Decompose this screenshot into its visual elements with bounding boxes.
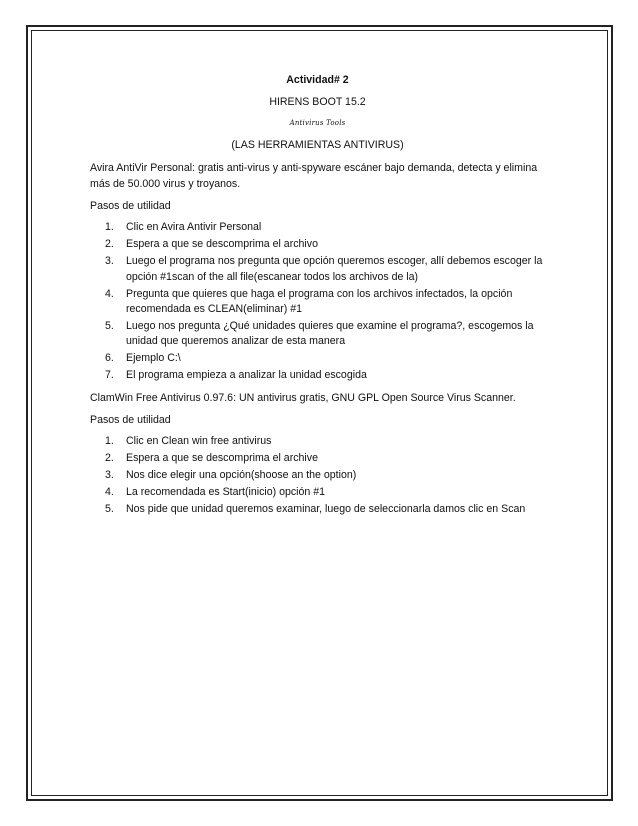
list-item bbox=[90, 254, 545, 285]
step-text: Nos pide que unidad queremos examinar, luego de seleccionarla damos clic en Scan bbox=[126, 502, 526, 515]
step-number: 5. bbox=[105, 319, 114, 332]
clamwin-steps-heading: Pasos de utilidad bbox=[90, 413, 171, 426]
step-number: 1. bbox=[105, 221, 114, 234]
list-item bbox=[90, 237, 545, 252]
step-number: 4. bbox=[105, 287, 114, 300]
clamwin-steps-list bbox=[90, 434, 545, 517]
document-subtitle: HIRENS BOOT 15.2 bbox=[269, 96, 366, 109]
list-item bbox=[90, 502, 545, 517]
list-item bbox=[90, 368, 545, 383]
list-item bbox=[90, 319, 545, 350]
list-item bbox=[90, 287, 545, 318]
step-text: Nos dice elegir una opción(shoose an the option) bbox=[126, 469, 357, 482]
list-item bbox=[90, 451, 545, 466]
step-number: 4. bbox=[105, 486, 114, 499]
step-text: Clic en Clean win free antivirus bbox=[126, 435, 272, 448]
step-text: Clic en Avira Antivir Personal bbox=[126, 221, 262, 234]
step-number: 2. bbox=[105, 238, 114, 251]
avira-steps-heading: Pasos de utilidad bbox=[90, 200, 171, 213]
step-text: Ejemplo C:\ bbox=[126, 352, 181, 365]
section-caption: (LAS HERRAMIENTAS ANTIVIRUS) bbox=[231, 138, 404, 151]
list-item bbox=[90, 434, 545, 449]
step-text: Luego nos pregunta ¿Qué unidades quieres que examine el programa?, escogemos la unidad que queremos analizar de esta manera bbox=[126, 319, 534, 348]
step-text: Luego el programa nos pregunta que opción queremos escoger, allí debemos escoger la opción #1scan of the all file(escanear todos los archivos de la) bbox=[126, 255, 543, 283]
step-text: Pregunta que quieres que haga el programa con los archivos infectados, la opción recomendada es CLEAN(eliminar) #1 bbox=[126, 287, 513, 315]
step-text: La recomendada es Start(inicio) opción #1 bbox=[126, 486, 326, 499]
step-number: 7. bbox=[105, 369, 114, 382]
list-item bbox=[90, 220, 545, 235]
avira-intro-paragraph: Avira AntiVir Personal: gratis anti-virus y anti-spyware escáner bajo demanda, detecta y elimina más de 50.000 virus y troyanos. bbox=[90, 162, 538, 190]
step-text: Espera a que se descomprima el archivo bbox=[126, 238, 318, 251]
step-text: El programa empieza a analizar la unidad escogida bbox=[126, 369, 367, 382]
step-number: 6. bbox=[105, 352, 114, 365]
list-item bbox=[90, 351, 545, 366]
step-text: Espera a que se descomprima el archive bbox=[126, 452, 318, 465]
document-title: Actividad# 2 bbox=[286, 74, 349, 86]
step-number: 1. bbox=[105, 435, 114, 448]
list-item bbox=[90, 485, 545, 500]
antivirus-tools-line: Antivirus Tools bbox=[289, 118, 346, 127]
list-item bbox=[90, 468, 545, 483]
clamwin-intro-paragraph: ClamWin Free Antivirus 0.97.6: UN antivirus gratis, GNU GPL Open Source Virus Scanner. bbox=[90, 391, 516, 404]
document-body bbox=[90, 73, 545, 519]
step-number: 3. bbox=[105, 469, 114, 482]
step-number: 3. bbox=[105, 255, 114, 268]
step-number: 2. bbox=[105, 452, 114, 465]
avira-steps-list bbox=[90, 220, 545, 383]
step-number: 5. bbox=[105, 502, 114, 515]
